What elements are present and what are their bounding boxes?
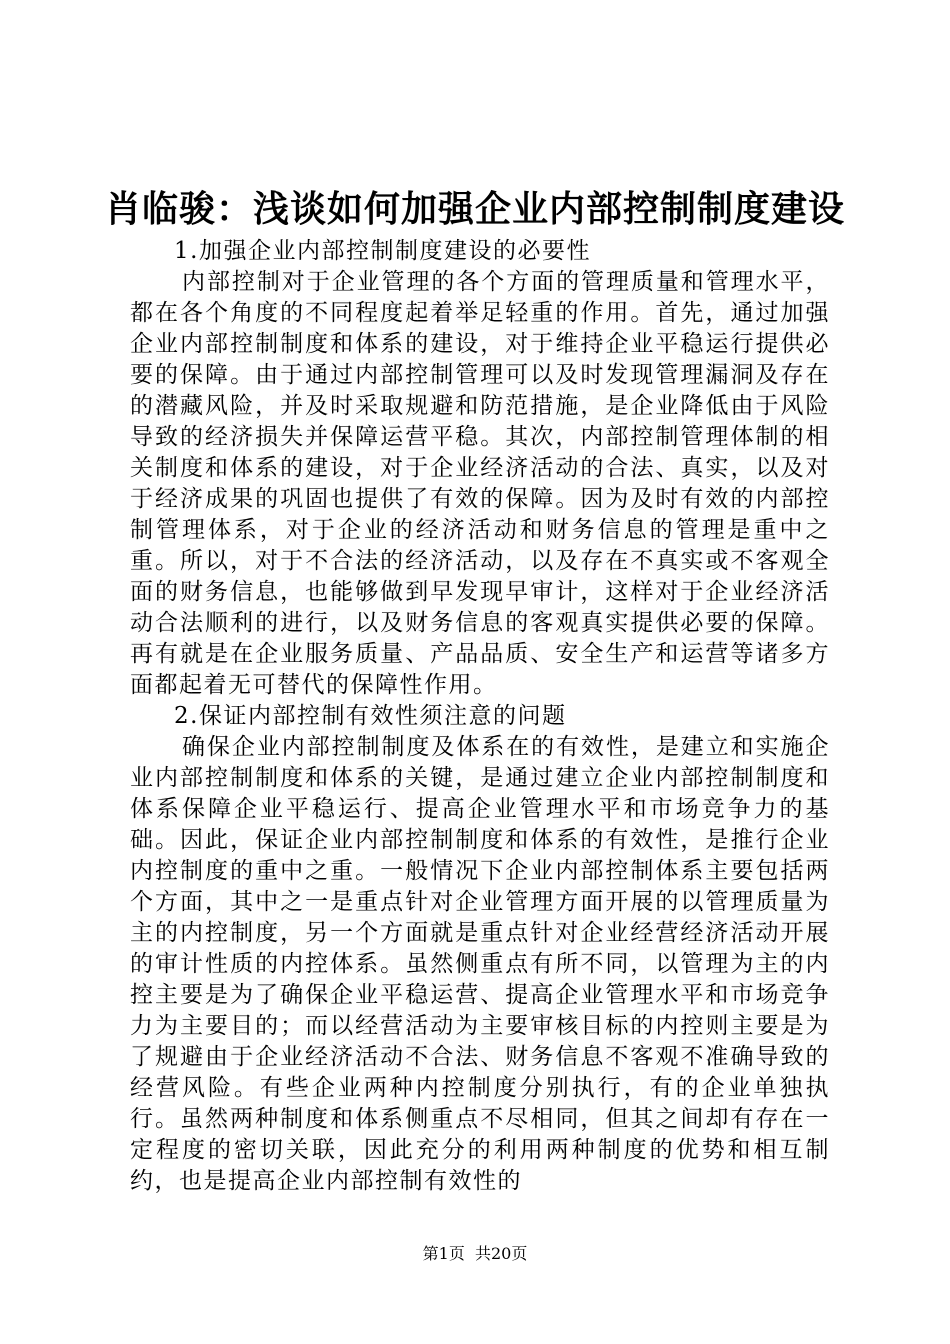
section-heading-1: 1.加强企业内部控制制度建设的必要性 xyxy=(174,238,591,264)
document-body xyxy=(130,236,830,1197)
section-paragraph-2: 确保企业内部控制制度及体系在的有效性，是建立和实施企业内部控制制度和体系的关键，是通过建立企业内部控制制度和体系保障企业平稳运行、提高企业管理水平和市场竞争力的基础。因此，保证企业内部控制制度和体系的有效性，是推行企业内控制度的重中之重。一般情况下企业内部控制体系主要包括两个方面，其中之一是重点针对企业管理方面开展的以管理质量为主的内控制度，另一个方面就是重点针对企业经营经济活动开展的审计性质的内控体系。虽然侧重点有所不同，以管理为主的内控主要是为了确保企业平稳运营、提高企业管理水平和市场竞争力为主要目的；而以经营活动为主要审核目标的内控则主要是为了规避由于企业经济活动不合法、财务信息不客观不准确导致的经营风险。有些企业两种内控制度分别执行，有的企业单独执行。虽然两种制度和体系侧重点不尽相同，但其之间却有存在一定程度的密切关联，因此充分的利用两种制度的优势和相互制约，也是提高企业内部控制有效性的 xyxy=(130,734,830,1194)
section-heading-2: 2.保证内部控制有效性须注意的问题 xyxy=(174,703,567,729)
page-number-footer: 第1页 共20页 xyxy=(422,1244,528,1263)
section-paragraph-1: 内部控制对于企业管理的各个方面的管理质量和管理水平，都在各个角度的不同程度起着举足轻重的作用。首先，通过加强企业内部控制制度和体系的建设，对于维持企业平稳运行提供必要的保障。由于通过内部控制管理可以及时发现管理漏洞及存在的潜藏风险，并及时采取规避和防范措施，是企业降低由于风险导致的经济损失并保障运营平稳。其次，内部控制管理体制的相关制度和体系的建设，对于企业经济活动的合法、真实，以及对于经济成果的巩固也提供了有效的保障。因为及时有效的内部控制管理体系，对于企业的经济活动和财务信息的管理是重中之重。所以，对于不合法的经济活动，以及存在不真实或不客观全面的财务信息，也能够做到早发现早审计，这样对于企业经济活动合法顺利的进行，以及财务信息的客观真实提供必要的保障。再有就是在企业服务质量、产品品质、安全生产和运营等诸多方面都起着无可替代的保障性作用。 xyxy=(130,269,830,698)
document-title: 肖临骏：浅谈如何加强企业内部控制制度建设 xyxy=(104,188,845,230)
